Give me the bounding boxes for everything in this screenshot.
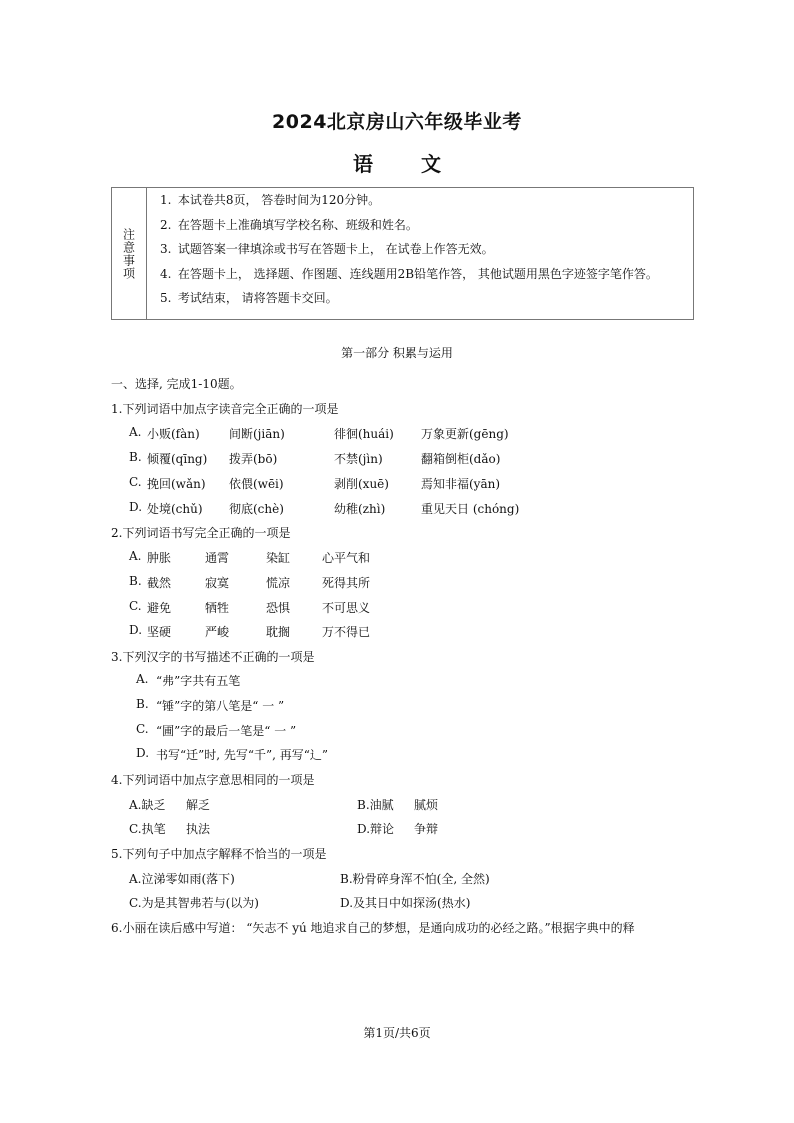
notice-item-number: 5. [160,291,172,305]
option-word: 间断(jiān) [229,427,285,441]
option-word: 严峻 [205,625,230,639]
notice-item [160,191,658,216]
option-text: “弗”字共有五笔 [156,674,241,688]
notice-item [160,240,658,265]
option-word: 解乏 [186,798,211,812]
option-word: 倾覆(qīng) [147,452,208,466]
notice-item [160,289,658,314]
option-text: D.及其日中如探汤(热水) [340,896,471,910]
exam-title: 2024北京房山六年级毕业考 [272,111,522,133]
question-stem: 2.下列词语书写完全正确的一项是 [111,526,291,540]
option-word: 重见天日 (chóng) [421,502,520,516]
option-letter: B. [129,574,142,588]
option-text: 书写“迁”时, 先写“千”, 再写“辶” [156,748,329,762]
notice-item [160,265,658,290]
option-word: 万象更新(gēng) [421,427,509,441]
option-word: 小贩(fàn) [147,427,200,441]
option-text: B.粉骨碎身浑不怕(全, 全然) [340,872,490,886]
option-word: 截然 [147,576,172,590]
option-word: 肿胀 [147,551,172,565]
option-text: “圃”字的最后一笔是“ 一 ” [156,724,297,738]
question-stem: 6.小丽在读后感中写道： “矢志不 yú 地追求自己的梦想，是通向成功的必经之路。”根据字典中的释 [111,921,635,935]
option-word: 焉知非福(yān) [421,477,501,491]
option-text: “锤”字的第八笔是“ 一 ” [156,699,285,713]
question-stem: 4.下列词语中加点字意思相同的一项是 [111,773,315,787]
notice-item-text: 试题答案一律填涂或书写在答题卡上， 在试卷上作答无效。 [177,242,494,256]
notice-item-text: 考试结束， 请将答题卡交回。 [177,291,338,305]
notice-item-number: 3. [160,242,172,256]
option-word: B.油腻 [357,798,394,812]
notice-label: 注意事项 [121,227,136,280]
option-word: 挽回(wǎn) [147,477,206,491]
option-word: 争辩 [414,822,439,836]
option-word: 坚硬 [147,625,172,639]
option-word: A.缺乏 [129,798,166,812]
option-letter: D. [129,623,143,637]
section-title: 一、选择, 完成1-10题。 [111,377,242,391]
page-footer: 第1页/共6页 [363,1026,431,1040]
option-word: 不可思义 [322,601,371,615]
option-word: 剥削(xuē) [334,477,389,491]
notice-list [160,191,658,314]
option-letter: A. [129,549,142,563]
option-word: 通霄 [205,551,230,565]
question-stem: 1.下列词语中加点字读音完全正确的一项是 [111,402,339,416]
option-word: 寂寞 [205,576,230,590]
option-letter: A. [129,425,142,439]
subject-title [0,148,794,177]
option-word: 万不得已 [322,625,371,639]
option-word: 处境(chǔ) [147,502,203,516]
option-word: 翻箱倒柜(dǎo) [421,452,501,466]
option-letter: C. [136,722,149,736]
option-word: 拨弄(bō) [229,452,278,466]
option-word: C.执笔 [129,822,166,836]
subject-char: 文 [421,152,441,176]
option-word: 依偎(wēi) [229,477,284,491]
notice-item-text: 在答题卡上准确填写学校名称、班级和姓名。 [177,217,418,232]
question-stem: 5.下列句子中加点字解释不恰当的一项是 [111,847,327,861]
option-letter: D. [136,746,150,760]
notice-item-number: 2. [160,217,172,232]
part-title: 第一部分 积累与运用 [341,346,453,360]
option-text: A.泣涕零如雨(落下) [129,872,235,886]
option-word: 耽搁 [266,625,291,639]
option-word: 幼稚(zhì) [334,502,386,516]
option-word: 死得其所 [322,576,371,590]
option-letter: C. [129,599,142,613]
option-word: 慌凉 [266,576,291,590]
notice-item [160,216,658,241]
option-word: 腻烦 [414,798,439,812]
option-word: 彻底(chè) [229,502,284,516]
question-stem: 3.下列汉字的书写描述不正确的一项是 [111,650,315,664]
option-letter: B. [129,450,142,464]
notice-box [111,187,694,320]
subject-char: 语 [353,152,373,176]
option-word: 染缸 [266,551,291,565]
option-word: 心平气和 [322,551,371,565]
notice-item-text: 在答题卡上， 选择题、作图题、连线题用2B铅笔作答， 其他试题用黑色字迹签字笔作答。 [177,266,658,281]
option-letter: B. [136,697,149,711]
option-letter: D. [129,500,143,514]
option-word: 避免 [147,601,172,615]
option-word: 不禁(jìn) [334,452,383,466]
option-letter: A. [136,672,149,686]
notice-item-text: 本试卷共8页， 答卷时间为120分钟。 [177,193,381,207]
option-word: 执法 [186,822,211,836]
notice-item-number: 1. [160,193,172,207]
option-word: D.辩论 [357,822,395,836]
option-word: 恐惧 [266,601,291,615]
option-letter: C. [129,475,142,489]
notice-item-number: 4. [160,266,172,281]
option-text: C.为是其智弗若与(以为) [129,896,259,910]
option-word: 牺牲 [205,601,230,615]
option-word: 徘徊(huái) [334,427,394,441]
notice-label-cell [112,188,147,319]
